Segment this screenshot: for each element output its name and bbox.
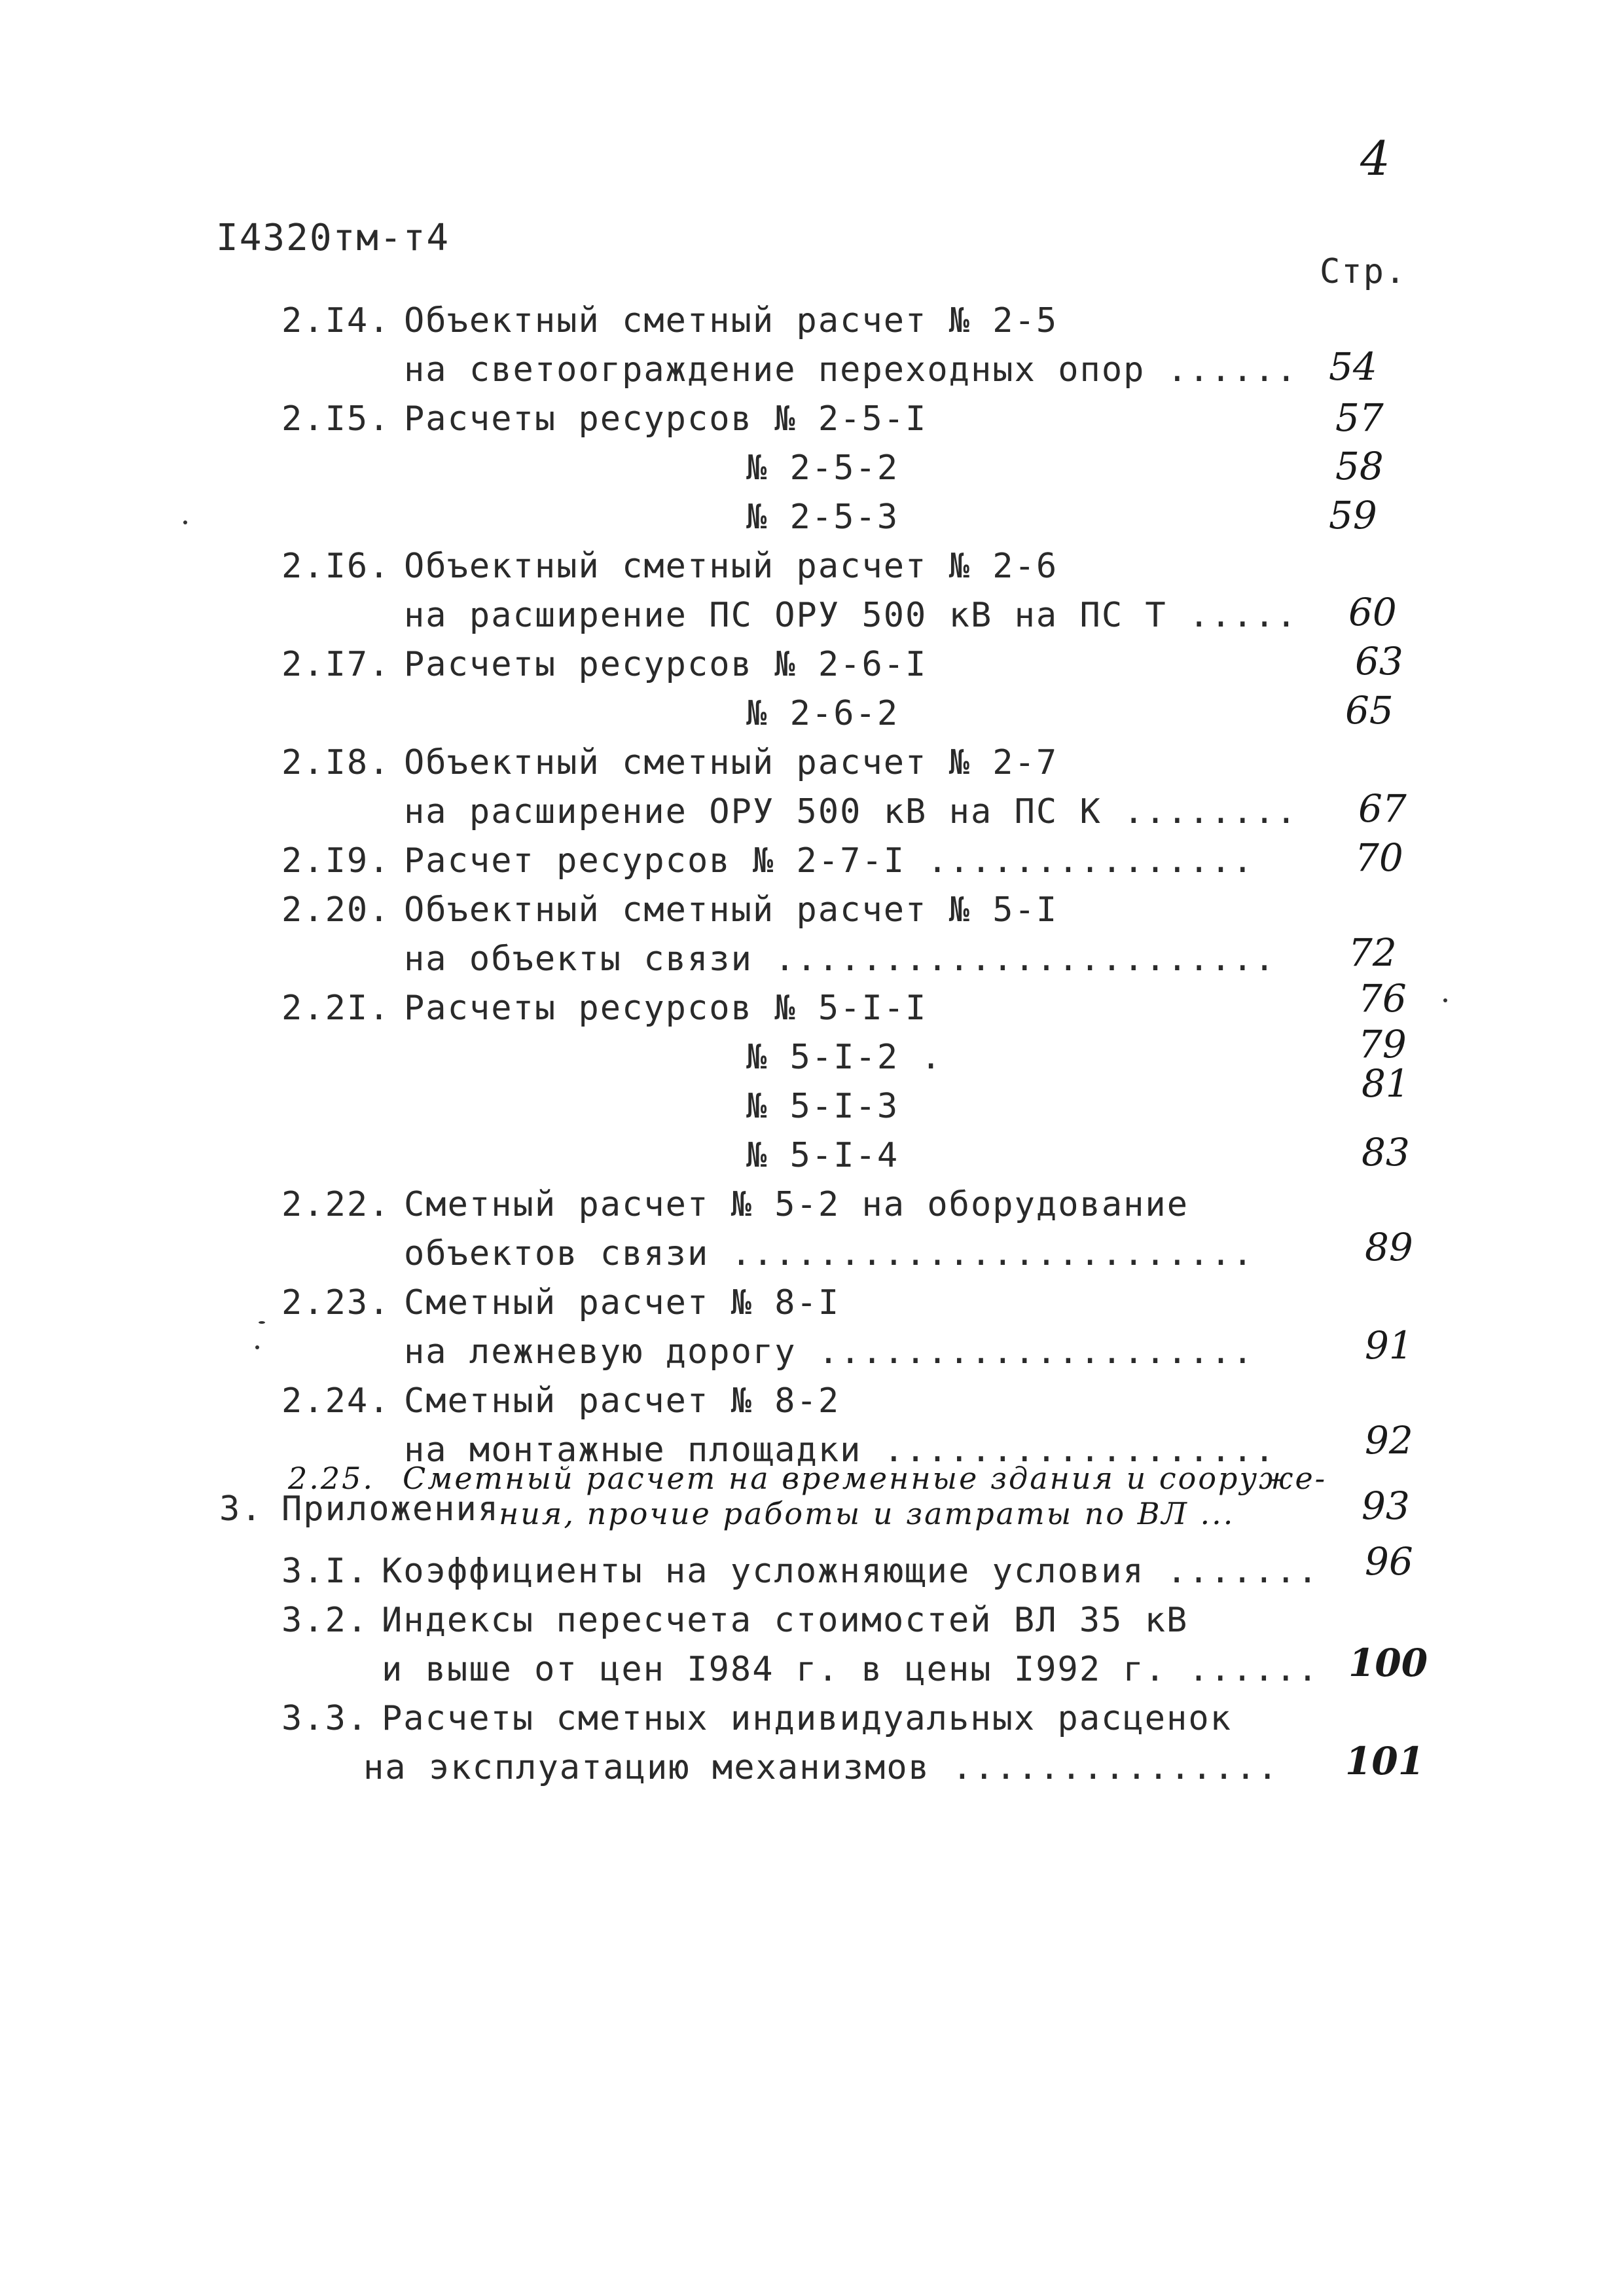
entry-page: 100	[1348, 1641, 1428, 1685]
entry-page: 101	[1345, 1739, 1425, 1783]
entry-text: Сметный расчет № 8-2	[404, 1381, 840, 1421]
entry-page: 83	[1362, 1130, 1410, 1175]
entry-page: 54	[1329, 344, 1377, 389]
entry-number: 3.3.	[281, 1699, 369, 1738]
section-number: 3.	[219, 1489, 263, 1529]
entry-page: 72	[1348, 930, 1397, 975]
entry-number: 2.I5.	[281, 399, 391, 439]
handwritten-entry-number: 2.25.	[288, 1461, 375, 1496]
entry-page: 96	[1365, 1539, 1413, 1584]
entry-text: № 5-I-2 .	[746, 1038, 943, 1077]
section-title: Приложения	[281, 1489, 500, 1529]
entry-text: № 2-5-2	[746, 448, 899, 488]
entry-text: Расчеты сметных индивидуальных расценок	[382, 1699, 1232, 1738]
entry-number: 2.2I.	[281, 989, 391, 1028]
page-number: 4	[1360, 131, 1390, 186]
entry-text: на расширение ПС ОРУ 500 кВ на ПС Т .....	[404, 596, 1298, 635]
entry-text: Коэффициенты на усложняющие условия .......	[382, 1552, 1320, 1591]
entry-page: 57	[1335, 395, 1384, 440]
scan-speck	[183, 520, 187, 524]
entry-text: Расчет ресурсов № 2-7-I ...............	[404, 841, 1254, 881]
entry-text: № 5-I-3	[746, 1087, 899, 1126]
entry-page: 70	[1355, 835, 1403, 880]
entry-page: 92	[1365, 1418, 1413, 1463]
scan-speck	[259, 1321, 265, 1324]
entry-text: Сметный расчет № 5-2 на оборудование	[404, 1185, 1189, 1224]
entry-number: 2.20.	[281, 890, 391, 930]
entry-number: 2.I4.	[281, 301, 391, 340]
page-column-header: Стр.	[1320, 252, 1407, 291]
scan-speck	[1443, 998, 1447, 1002]
entry-text: Сметный расчет № 8-I	[404, 1283, 840, 1322]
entry-page: 81	[1362, 1061, 1410, 1106]
entry-text: Объектный сметный расчет № 5-I	[404, 890, 1058, 930]
entry-number: 3.I.	[281, 1552, 369, 1591]
entry-page: 67	[1358, 786, 1407, 831]
entry-page: 63	[1355, 639, 1403, 683]
entry-text: на светоограждение переходных опор ......	[404, 350, 1298, 390]
entry-text: Расчеты ресурсов № 5-I-I	[404, 989, 928, 1028]
handwritten-entry-text-continued: ния, прочие работы и затраты по ВЛ ...	[499, 1496, 1235, 1531]
entry-text: на эксплуатацию механизмов ...............	[363, 1748, 1279, 1787]
entry-number: 3.2.	[281, 1601, 369, 1640]
entry-text: № 2-5-3	[746, 498, 899, 537]
entry-text: Объектный сметный расчет № 2-6	[404, 547, 1058, 586]
entry-page: 60	[1348, 590, 1397, 634]
handwritten-entry-text: Сметный расчет на временные здания и сооруже-	[403, 1461, 1327, 1496]
entry-text: Расчеты ресурсов № 2-5-I	[404, 399, 928, 439]
entry-page: 89	[1365, 1225, 1413, 1269]
entry-text: на объекты связи .......................	[404, 939, 1276, 979]
entry-text: № 2-6-2	[746, 694, 899, 733]
document-code: I4320тм-т4	[216, 217, 450, 259]
entry-number: 2.I7.	[281, 645, 391, 684]
entry-page: 76	[1358, 976, 1407, 1021]
entry-page: 59	[1329, 493, 1377, 538]
entry-text: на расширение ОРУ 500 кВ на ПС К ........	[404, 792, 1298, 831]
entry-page: 58	[1335, 444, 1384, 488]
entry-page: 65	[1345, 688, 1394, 733]
entry-text: на монтажные площадки ..................	[404, 1430, 1276, 1470]
entry-text: Индексы пересчета стоимостей ВЛ 35 кВ	[382, 1601, 1189, 1640]
entry-number: 2.23.	[281, 1283, 391, 1322]
entry-number: 2.I8.	[281, 743, 391, 782]
entry-text: Объектный сметный расчет № 2-5	[404, 301, 1058, 340]
entry-page: 91	[1365, 1323, 1413, 1368]
entry-text: № 5-I-4	[746, 1136, 899, 1175]
entry-page: 93	[1362, 1484, 1410, 1528]
entry-page: 79	[1358, 1022, 1407, 1066]
entry-number: 2.22.	[281, 1185, 391, 1224]
entry-text: на лежневую дорогу ....................	[404, 1332, 1254, 1372]
scan-speck	[255, 1345, 259, 1349]
entry-number: 2.I6.	[281, 547, 391, 586]
entry-text: и выше от цен I984 г. в цены I992 г. ......	[382, 1650, 1320, 1689]
entry-text: Объектный сметный расчет № 2-7	[404, 743, 1058, 782]
entry-number: 2.24.	[281, 1381, 391, 1421]
entry-number: 2.I9.	[281, 841, 391, 881]
entry-text: Расчеты ресурсов № 2-6-I	[404, 645, 928, 684]
entry-text: объектов связи ........................	[404, 1234, 1254, 1273]
